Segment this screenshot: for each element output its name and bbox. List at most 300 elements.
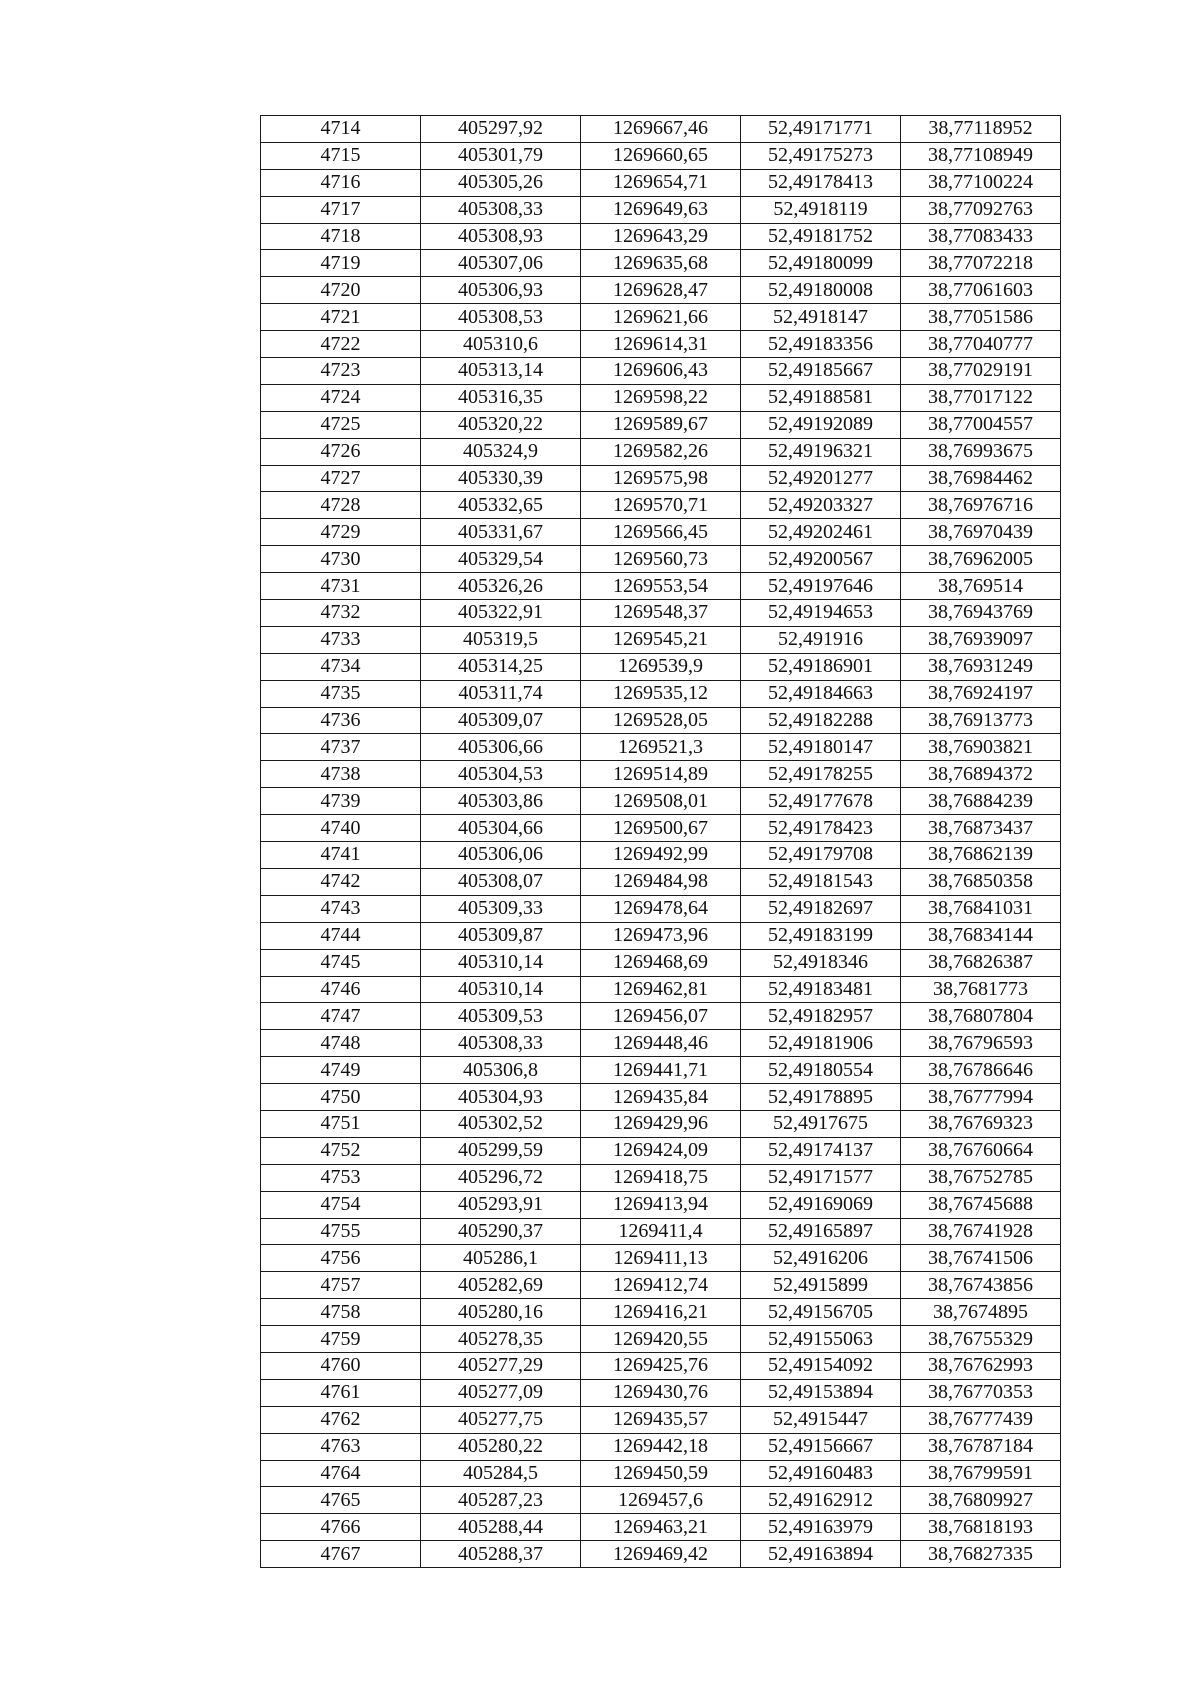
y-coordinate-cell: 1269545,21 <box>581 626 741 653</box>
table-row <box>261 1272 1061 1299</box>
x-coordinate-cell: 405314,25 <box>421 653 581 680</box>
longitude-cell: 38,77061603 <box>901 277 1061 304</box>
latitude-cell: 52,49183356 <box>741 331 901 358</box>
y-coordinate-cell: 1269435,84 <box>581 1084 741 1111</box>
y-coordinate-cell: 1269411,13 <box>581 1245 741 1272</box>
x-coordinate-cell: 405324,9 <box>421 438 581 465</box>
y-coordinate-cell: 1269667,46 <box>581 116 741 143</box>
latitude-cell: 52,49180099 <box>741 250 901 277</box>
point-number-cell: 4734 <box>261 653 421 680</box>
table-row <box>261 142 1061 169</box>
y-coordinate-cell: 1269508,01 <box>581 788 741 815</box>
longitude-cell: 38,76807804 <box>901 1003 1061 1030</box>
longitude-cell: 38,76745688 <box>901 1191 1061 1218</box>
table-row <box>261 815 1061 842</box>
x-coordinate-cell: 405304,53 <box>421 761 581 788</box>
table-row <box>261 1057 1061 1084</box>
y-coordinate-cell: 1269468,69 <box>581 949 741 976</box>
y-coordinate-cell: 1269448,46 <box>581 1030 741 1057</box>
latitude-cell: 52,49160483 <box>741 1460 901 1487</box>
point-number-cell: 4744 <box>261 922 421 949</box>
y-coordinate-cell: 1269411,4 <box>581 1218 741 1245</box>
y-coordinate-cell: 1269457,6 <box>581 1487 741 1514</box>
y-coordinate-cell: 1269649,63 <box>581 196 741 223</box>
x-coordinate-cell: 405280,22 <box>421 1433 581 1460</box>
table-row <box>261 1137 1061 1164</box>
latitude-cell: 52,49185667 <box>741 358 901 385</box>
y-coordinate-cell: 1269500,67 <box>581 815 741 842</box>
table-row <box>261 223 1061 250</box>
longitude-cell: 38,77072218 <box>901 250 1061 277</box>
point-number-cell: 4758 <box>261 1299 421 1326</box>
longitude-cell: 38,76743856 <box>901 1272 1061 1299</box>
latitude-cell: 52,49180554 <box>741 1057 901 1084</box>
y-coordinate-cell: 1269456,07 <box>581 1003 741 1030</box>
x-coordinate-cell: 405302,52 <box>421 1110 581 1137</box>
longitude-cell: 38,76943769 <box>901 600 1061 627</box>
longitude-cell: 38,77118952 <box>901 116 1061 143</box>
table-row <box>261 1433 1061 1460</box>
table-row <box>261 976 1061 1003</box>
point-number-cell: 4763 <box>261 1433 421 1460</box>
y-coordinate-cell: 1269441,71 <box>581 1057 741 1084</box>
latitude-cell: 52,49181543 <box>741 868 901 895</box>
table-row <box>261 1110 1061 1137</box>
table-row <box>261 1541 1061 1568</box>
table-row <box>261 1379 1061 1406</box>
table-row <box>261 653 1061 680</box>
coordinates-table-body <box>261 116 1061 1568</box>
point-number-cell: 4736 <box>261 707 421 734</box>
y-coordinate-cell: 1269621,66 <box>581 304 741 331</box>
table-row <box>261 1406 1061 1433</box>
y-coordinate-cell: 1269635,68 <box>581 250 741 277</box>
y-coordinate-cell: 1269566,45 <box>581 519 741 546</box>
point-number-cell: 4743 <box>261 895 421 922</box>
longitude-cell: 38,77108949 <box>901 142 1061 169</box>
longitude-cell: 38,77017122 <box>901 384 1061 411</box>
point-number-cell: 4729 <box>261 519 421 546</box>
point-number-cell: 4747 <box>261 1003 421 1030</box>
latitude-cell: 52,4915447 <box>741 1406 901 1433</box>
y-coordinate-cell: 1269416,21 <box>581 1299 741 1326</box>
longitude-cell: 38,77051586 <box>901 304 1061 331</box>
longitude-cell: 38,76741506 <box>901 1245 1061 1272</box>
table-row <box>261 734 1061 761</box>
y-coordinate-cell: 1269643,29 <box>581 223 741 250</box>
x-coordinate-cell: 405282,69 <box>421 1272 581 1299</box>
table-row <box>261 519 1061 546</box>
x-coordinate-cell: 405288,37 <box>421 1541 581 1568</box>
point-number-cell: 4738 <box>261 761 421 788</box>
x-coordinate-cell: 405308,33 <box>421 196 581 223</box>
table-row <box>261 1299 1061 1326</box>
latitude-cell: 52,49183481 <box>741 976 901 1003</box>
longitude-cell: 38,76931249 <box>901 653 1061 680</box>
x-coordinate-cell: 405306,06 <box>421 842 581 869</box>
table-row <box>261 196 1061 223</box>
table-row <box>261 1326 1061 1353</box>
table-row <box>261 304 1061 331</box>
x-coordinate-cell: 405309,87 <box>421 922 581 949</box>
point-number-cell: 4731 <box>261 573 421 600</box>
longitude-cell: 38,76913773 <box>901 707 1061 734</box>
table-row <box>261 868 1061 895</box>
y-coordinate-cell: 1269469,42 <box>581 1541 741 1568</box>
table-row <box>261 1514 1061 1541</box>
point-number-cell: 4726 <box>261 438 421 465</box>
table-row <box>261 1003 1061 1030</box>
latitude-cell: 52,49175273 <box>741 142 901 169</box>
longitude-cell: 38,76787184 <box>901 1433 1061 1460</box>
latitude-cell: 52,49183199 <box>741 922 901 949</box>
latitude-cell: 52,49178413 <box>741 169 901 196</box>
longitude-cell: 38,77083433 <box>901 223 1061 250</box>
point-number-cell: 4739 <box>261 788 421 815</box>
y-coordinate-cell: 1269442,18 <box>581 1433 741 1460</box>
x-coordinate-cell: 405304,93 <box>421 1084 581 1111</box>
longitude-cell: 38,76760664 <box>901 1137 1061 1164</box>
y-coordinate-cell: 1269548,37 <box>581 600 741 627</box>
longitude-cell: 38,76993675 <box>901 438 1061 465</box>
y-coordinate-cell: 1269484,98 <box>581 868 741 895</box>
latitude-cell: 52,49184663 <box>741 680 901 707</box>
x-coordinate-cell: 405299,59 <box>421 1137 581 1164</box>
point-number-cell: 4733 <box>261 626 421 653</box>
longitude-cell: 38,76755329 <box>901 1326 1061 1353</box>
point-number-cell: 4757 <box>261 1272 421 1299</box>
x-coordinate-cell: 405304,66 <box>421 815 581 842</box>
y-coordinate-cell: 1269425,76 <box>581 1352 741 1379</box>
point-number-cell: 4760 <box>261 1352 421 1379</box>
point-number-cell: 4718 <box>261 223 421 250</box>
y-coordinate-cell: 1269570,71 <box>581 492 741 519</box>
latitude-cell: 52,49188581 <box>741 384 901 411</box>
x-coordinate-cell: 405287,23 <box>421 1487 581 1514</box>
point-number-cell: 4761 <box>261 1379 421 1406</box>
latitude-cell: 52,4918346 <box>741 949 901 976</box>
longitude-cell: 38,76826387 <box>901 949 1061 976</box>
latitude-cell: 52,49196321 <box>741 438 901 465</box>
point-number-cell: 4766 <box>261 1514 421 1541</box>
latitude-cell: 52,49197646 <box>741 573 901 600</box>
latitude-cell: 52,49162912 <box>741 1487 901 1514</box>
longitude-cell: 38,769514 <box>901 573 1061 600</box>
point-number-cell: 4727 <box>261 465 421 492</box>
longitude-cell: 38,77040777 <box>901 331 1061 358</box>
longitude-cell: 38,76818193 <box>901 1514 1061 1541</box>
x-coordinate-cell: 405311,74 <box>421 680 581 707</box>
point-number-cell: 4735 <box>261 680 421 707</box>
latitude-cell: 52,49202461 <box>741 519 901 546</box>
y-coordinate-cell: 1269462,81 <box>581 976 741 1003</box>
y-coordinate-cell: 1269420,55 <box>581 1326 741 1353</box>
table-row <box>261 922 1061 949</box>
latitude-cell: 52,49180008 <box>741 277 901 304</box>
x-coordinate-cell: 405308,07 <box>421 868 581 895</box>
latitude-cell: 52,4916206 <box>741 1245 901 1272</box>
x-coordinate-cell: 405332,65 <box>421 492 581 519</box>
y-coordinate-cell: 1269412,74 <box>581 1272 741 1299</box>
latitude-cell: 52,49179708 <box>741 842 901 869</box>
longitude-cell: 38,76809927 <box>901 1487 1061 1514</box>
x-coordinate-cell: 405290,37 <box>421 1218 581 1245</box>
table-row <box>261 573 1061 600</box>
point-number-cell: 4754 <box>261 1191 421 1218</box>
table-row <box>261 949 1061 976</box>
point-number-cell: 4730 <box>261 546 421 573</box>
table-row <box>261 1030 1061 1057</box>
x-coordinate-cell: 405309,07 <box>421 707 581 734</box>
longitude-cell: 38,76939097 <box>901 626 1061 653</box>
point-number-cell: 4716 <box>261 169 421 196</box>
latitude-cell: 52,49153894 <box>741 1379 901 1406</box>
x-coordinate-cell: 405306,8 <box>421 1057 581 1084</box>
longitude-cell: 38,76834144 <box>901 922 1061 949</box>
table-row <box>261 358 1061 385</box>
x-coordinate-cell: 405286,1 <box>421 1245 581 1272</box>
latitude-cell: 52,4918119 <box>741 196 901 223</box>
x-coordinate-cell: 405277,75 <box>421 1406 581 1433</box>
longitude-cell: 38,76762993 <box>901 1352 1061 1379</box>
latitude-cell: 52,49182957 <box>741 1003 901 1030</box>
longitude-cell: 38,77100224 <box>901 169 1061 196</box>
coordinates-table <box>260 115 1061 1568</box>
longitude-cell: 38,76884239 <box>901 788 1061 815</box>
point-number-cell: 4755 <box>261 1218 421 1245</box>
latitude-cell: 52,49171771 <box>741 116 901 143</box>
latitude-cell: 52,49178895 <box>741 1084 901 1111</box>
point-number-cell: 4756 <box>261 1245 421 1272</box>
x-coordinate-cell: 405322,91 <box>421 600 581 627</box>
longitude-cell: 38,77004557 <box>901 411 1061 438</box>
y-coordinate-cell: 1269582,26 <box>581 438 741 465</box>
longitude-cell: 38,76796593 <box>901 1030 1061 1057</box>
table-row <box>261 1352 1061 1379</box>
point-number-cell: 4732 <box>261 600 421 627</box>
y-coordinate-cell: 1269521,3 <box>581 734 741 761</box>
longitude-cell: 38,76970439 <box>901 519 1061 546</box>
point-number-cell: 4740 <box>261 815 421 842</box>
latitude-cell: 52,49171577 <box>741 1164 901 1191</box>
point-number-cell: 4717 <box>261 196 421 223</box>
point-number-cell: 4746 <box>261 976 421 1003</box>
x-coordinate-cell: 405301,79 <box>421 142 581 169</box>
longitude-cell: 38,77029191 <box>901 358 1061 385</box>
latitude-cell: 52,49182288 <box>741 707 901 734</box>
x-coordinate-cell: 405306,93 <box>421 277 581 304</box>
latitude-cell: 52,49174137 <box>741 1137 901 1164</box>
table-row <box>261 438 1061 465</box>
table-row <box>261 1460 1061 1487</box>
x-coordinate-cell: 405280,16 <box>421 1299 581 1326</box>
longitude-cell: 38,76984462 <box>901 465 1061 492</box>
latitude-cell: 52,49155063 <box>741 1326 901 1353</box>
point-number-cell: 4745 <box>261 949 421 976</box>
point-number-cell: 4759 <box>261 1326 421 1353</box>
longitude-cell: 38,76752785 <box>901 1164 1061 1191</box>
table-row <box>261 492 1061 519</box>
longitude-cell: 38,7674895 <box>901 1299 1061 1326</box>
longitude-cell: 38,76741928 <box>901 1218 1061 1245</box>
table-row <box>261 250 1061 277</box>
point-number-cell: 4720 <box>261 277 421 304</box>
longitude-cell: 38,76873437 <box>901 815 1061 842</box>
latitude-cell: 52,49182697 <box>741 895 901 922</box>
y-coordinate-cell: 1269435,57 <box>581 1406 741 1433</box>
table-row <box>261 411 1061 438</box>
longitude-cell: 38,76903821 <box>901 734 1061 761</box>
table-row <box>261 1191 1061 1218</box>
y-coordinate-cell: 1269413,94 <box>581 1191 741 1218</box>
y-coordinate-cell: 1269463,21 <box>581 1514 741 1541</box>
latitude-cell: 52,49156667 <box>741 1433 901 1460</box>
x-coordinate-cell: 405329,54 <box>421 546 581 573</box>
table-row <box>261 895 1061 922</box>
x-coordinate-cell: 405277,09 <box>421 1379 581 1406</box>
longitude-cell: 38,76799591 <box>901 1460 1061 1487</box>
y-coordinate-cell: 1269589,67 <box>581 411 741 438</box>
latitude-cell: 52,49203327 <box>741 492 901 519</box>
y-coordinate-cell: 1269514,89 <box>581 761 741 788</box>
latitude-cell: 52,49163894 <box>741 1541 901 1568</box>
longitude-cell: 38,76862139 <box>901 842 1061 869</box>
point-number-cell: 4751 <box>261 1110 421 1137</box>
point-number-cell: 4765 <box>261 1487 421 1514</box>
table-row <box>261 465 1061 492</box>
x-coordinate-cell: 405306,66 <box>421 734 581 761</box>
x-coordinate-cell: 405278,35 <box>421 1326 581 1353</box>
table-row <box>261 1218 1061 1245</box>
latitude-cell: 52,49181906 <box>741 1030 901 1057</box>
latitude-cell: 52,49181752 <box>741 223 901 250</box>
longitude-cell: 38,76850358 <box>901 868 1061 895</box>
x-coordinate-cell: 405316,35 <box>421 384 581 411</box>
point-number-cell: 4724 <box>261 384 421 411</box>
y-coordinate-cell: 1269553,54 <box>581 573 741 600</box>
y-coordinate-cell: 1269560,73 <box>581 546 741 573</box>
point-number-cell: 4719 <box>261 250 421 277</box>
y-coordinate-cell: 1269492,99 <box>581 842 741 869</box>
point-number-cell: 4742 <box>261 868 421 895</box>
table-row <box>261 788 1061 815</box>
y-coordinate-cell: 1269606,43 <box>581 358 741 385</box>
latitude-cell: 52,49178423 <box>741 815 901 842</box>
longitude-cell: 38,76770353 <box>901 1379 1061 1406</box>
point-number-cell: 4748 <box>261 1030 421 1057</box>
x-coordinate-cell: 405303,86 <box>421 788 581 815</box>
point-number-cell: 4725 <box>261 411 421 438</box>
x-coordinate-cell: 405326,26 <box>421 573 581 600</box>
point-number-cell: 4750 <box>261 1084 421 1111</box>
y-coordinate-cell: 1269539,9 <box>581 653 741 680</box>
point-number-cell: 4762 <box>261 1406 421 1433</box>
latitude-cell: 52,4915899 <box>741 1272 901 1299</box>
y-coordinate-cell: 1269614,31 <box>581 331 741 358</box>
x-coordinate-cell: 405284,5 <box>421 1460 581 1487</box>
latitude-cell: 52,49165897 <box>741 1218 901 1245</box>
longitude-cell: 38,77092763 <box>901 196 1061 223</box>
point-number-cell: 4741 <box>261 842 421 869</box>
longitude-cell: 38,76924197 <box>901 680 1061 707</box>
x-coordinate-cell: 405297,92 <box>421 116 581 143</box>
point-number-cell: 4714 <box>261 116 421 143</box>
y-coordinate-cell: 1269424,09 <box>581 1137 741 1164</box>
y-coordinate-cell: 1269430,76 <box>581 1379 741 1406</box>
table-row <box>261 116 1061 143</box>
x-coordinate-cell: 405308,33 <box>421 1030 581 1057</box>
latitude-cell: 52,49201277 <box>741 465 901 492</box>
y-coordinate-cell: 1269535,12 <box>581 680 741 707</box>
table-row <box>261 1084 1061 1111</box>
point-number-cell: 4764 <box>261 1460 421 1487</box>
table-row <box>261 842 1061 869</box>
x-coordinate-cell: 405307,06 <box>421 250 581 277</box>
table-row <box>261 680 1061 707</box>
latitude-cell: 52,49154092 <box>741 1352 901 1379</box>
x-coordinate-cell: 405313,14 <box>421 358 581 385</box>
latitude-cell: 52,49194653 <box>741 600 901 627</box>
latitude-cell: 52,49178255 <box>741 761 901 788</box>
x-coordinate-cell: 405277,29 <box>421 1352 581 1379</box>
y-coordinate-cell: 1269528,05 <box>581 707 741 734</box>
x-coordinate-cell: 405309,53 <box>421 1003 581 1030</box>
table-row <box>261 1487 1061 1514</box>
point-number-cell: 4721 <box>261 304 421 331</box>
longitude-cell: 38,76976716 <box>901 492 1061 519</box>
longitude-cell: 38,7681773 <box>901 976 1061 1003</box>
x-coordinate-cell: 405296,72 <box>421 1164 581 1191</box>
longitude-cell: 38,76786646 <box>901 1057 1061 1084</box>
latitude-cell: 52,49163979 <box>741 1514 901 1541</box>
latitude-cell: 52,49156705 <box>741 1299 901 1326</box>
x-coordinate-cell: 405320,22 <box>421 411 581 438</box>
latitude-cell: 52,491916 <box>741 626 901 653</box>
point-number-cell: 4715 <box>261 142 421 169</box>
point-number-cell: 4767 <box>261 1541 421 1568</box>
x-coordinate-cell: 405319,5 <box>421 626 581 653</box>
point-number-cell: 4728 <box>261 492 421 519</box>
point-number-cell: 4753 <box>261 1164 421 1191</box>
y-coordinate-cell: 1269473,96 <box>581 922 741 949</box>
y-coordinate-cell: 1269478,64 <box>581 895 741 922</box>
latitude-cell: 52,4917675 <box>741 1110 901 1137</box>
longitude-cell: 38,76841031 <box>901 895 1061 922</box>
longitude-cell: 38,76769323 <box>901 1110 1061 1137</box>
x-coordinate-cell: 405330,39 <box>421 465 581 492</box>
y-coordinate-cell: 1269450,59 <box>581 1460 741 1487</box>
point-number-cell: 4723 <box>261 358 421 385</box>
y-coordinate-cell: 1269628,47 <box>581 277 741 304</box>
table-row <box>261 546 1061 573</box>
x-coordinate-cell: 405305,26 <box>421 169 581 196</box>
longitude-cell: 38,76894372 <box>901 761 1061 788</box>
table-row <box>261 600 1061 627</box>
point-number-cell: 4722 <box>261 331 421 358</box>
point-number-cell: 4737 <box>261 734 421 761</box>
table-row <box>261 761 1061 788</box>
table-row <box>261 277 1061 304</box>
table-row <box>261 626 1061 653</box>
x-coordinate-cell: 405288,44 <box>421 1514 581 1541</box>
x-coordinate-cell: 405308,93 <box>421 223 581 250</box>
longitude-cell: 38,76962005 <box>901 546 1061 573</box>
x-coordinate-cell: 405309,33 <box>421 895 581 922</box>
latitude-cell: 52,49169069 <box>741 1191 901 1218</box>
latitude-cell: 52,49177678 <box>741 788 901 815</box>
y-coordinate-cell: 1269660,65 <box>581 142 741 169</box>
x-coordinate-cell: 405293,91 <box>421 1191 581 1218</box>
